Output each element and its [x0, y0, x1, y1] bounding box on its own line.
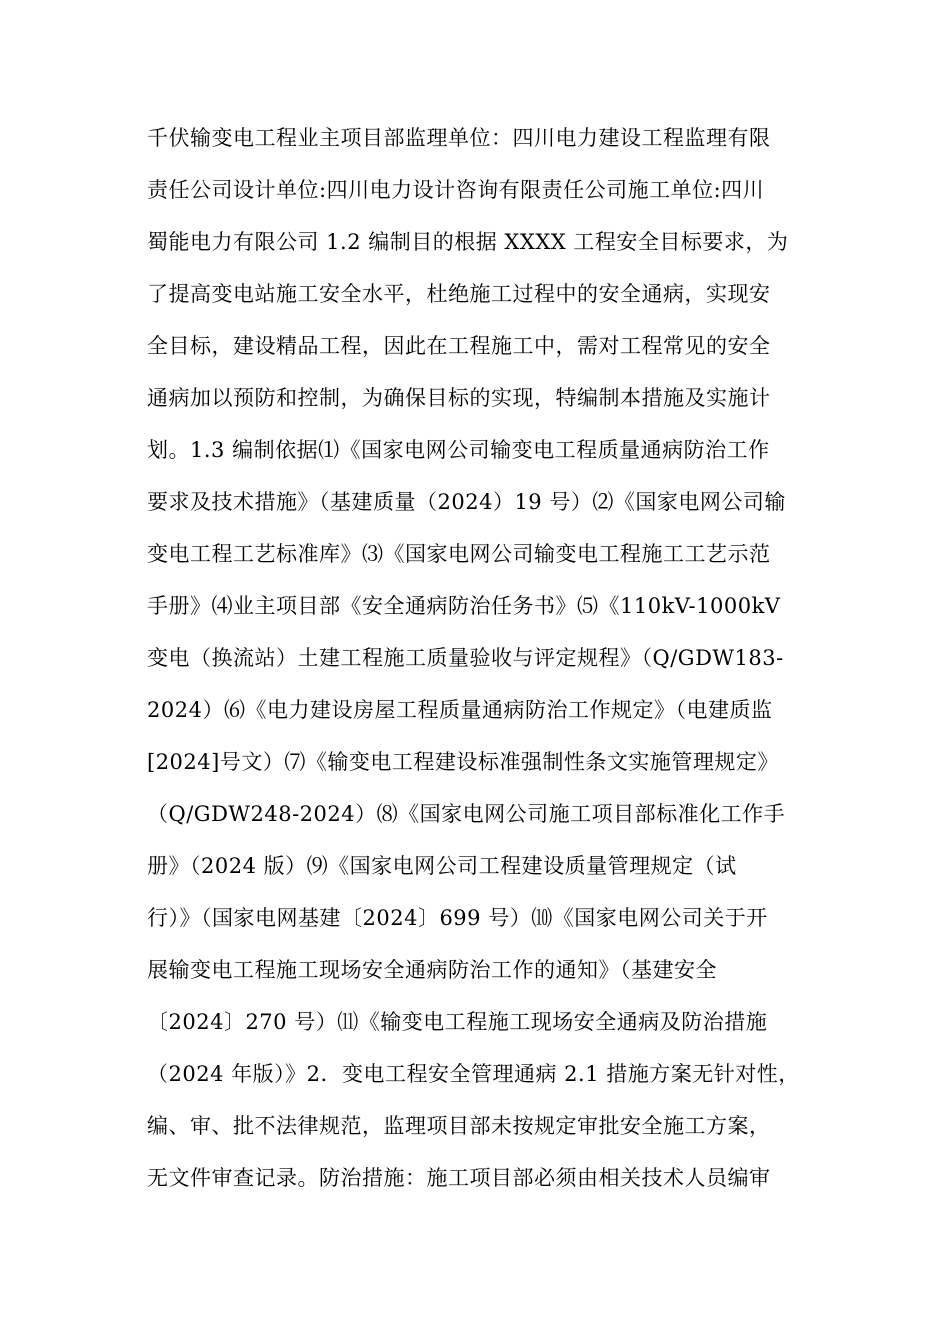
text-line: 通病加以预防和控制，为确保目标的实现，特编制本措施及实施计: [147, 386, 771, 410]
text-line: 要求及技术措施》（基建质量（2024）19 号）⑵《国家电网公司输: [147, 490, 786, 514]
text-line: （2024 年版）》2．变电工程安全管理通病 2.1 措施方案无针对性，: [147, 1062, 800, 1086]
text-line: 手册》⑷业主项目部《安全通病防治任务书》⑸《110kV-1000kV: [147, 594, 781, 618]
text-line: 蜀能电力有限公司 1.2 编制目的根据 XXXX 工程安全目标要求，为: [147, 230, 789, 254]
text-line: 全目标，建设精品工程，因此在工程施工中，需对工程常见的安全: [147, 334, 771, 358]
text-line: 变电（换流站）土建工程施工质量验收与评定规程》（Q/GDW183-: [147, 646, 784, 670]
text-line: 2024）⑹《电力建设房屋工程质量通病防治工作规定》（电建质监: [147, 698, 773, 722]
text-line: [2024]号文）⑺《输变电工程建设标准强制性条文实施管理规定》: [147, 750, 779, 774]
text-line: 了提高变电站施工安全水平，杜绝施工过程中的安全通病，实现安: [147, 282, 771, 306]
text-line: 变电工程工艺标准库》⑶《国家电网公司输变电工程施工工艺示范: [147, 542, 771, 566]
text-line: 〔2024〕270 号）⑾《输变电工程施工现场安全通病及防治措施: [147, 1010, 768, 1034]
text-line: 行）》（国家电网基建〔2024〕699 号）⑽《国家电网公司关于开: [147, 906, 768, 930]
text-line: 责任公司设计单位:四川电力设计咨询有限责任公司施工单位:四川: [147, 178, 765, 202]
text-line: （Q/GDW248-2024）⑻《国家电网公司施工项目部标准化工作手: [147, 802, 786, 826]
text-line: 册》（2024 版）⑼《国家电网公司工程建设质量管理规定（试: [147, 854, 737, 878]
text-line: 划。1.3 编制依据⑴《国家电网公司输变电工程质量通病防治工作: [147, 438, 770, 462]
text-line: 无文件审查记录。防治措施：施工项目部必须由相关技术人员编审: [147, 1166, 771, 1190]
text-line: 编、审、批不法律规范，监理项目部未按规定审批安全施工方案，: [147, 1114, 771, 1138]
text-line: 千伏输变电工程业主项目部监理单位：四川电力建设工程监理有限: [147, 126, 771, 150]
text-line: 展输变电工程施工现场安全通病防治工作的通知》（基建安全: [147, 958, 717, 982]
body-text: [147, 112, 807, 1204]
